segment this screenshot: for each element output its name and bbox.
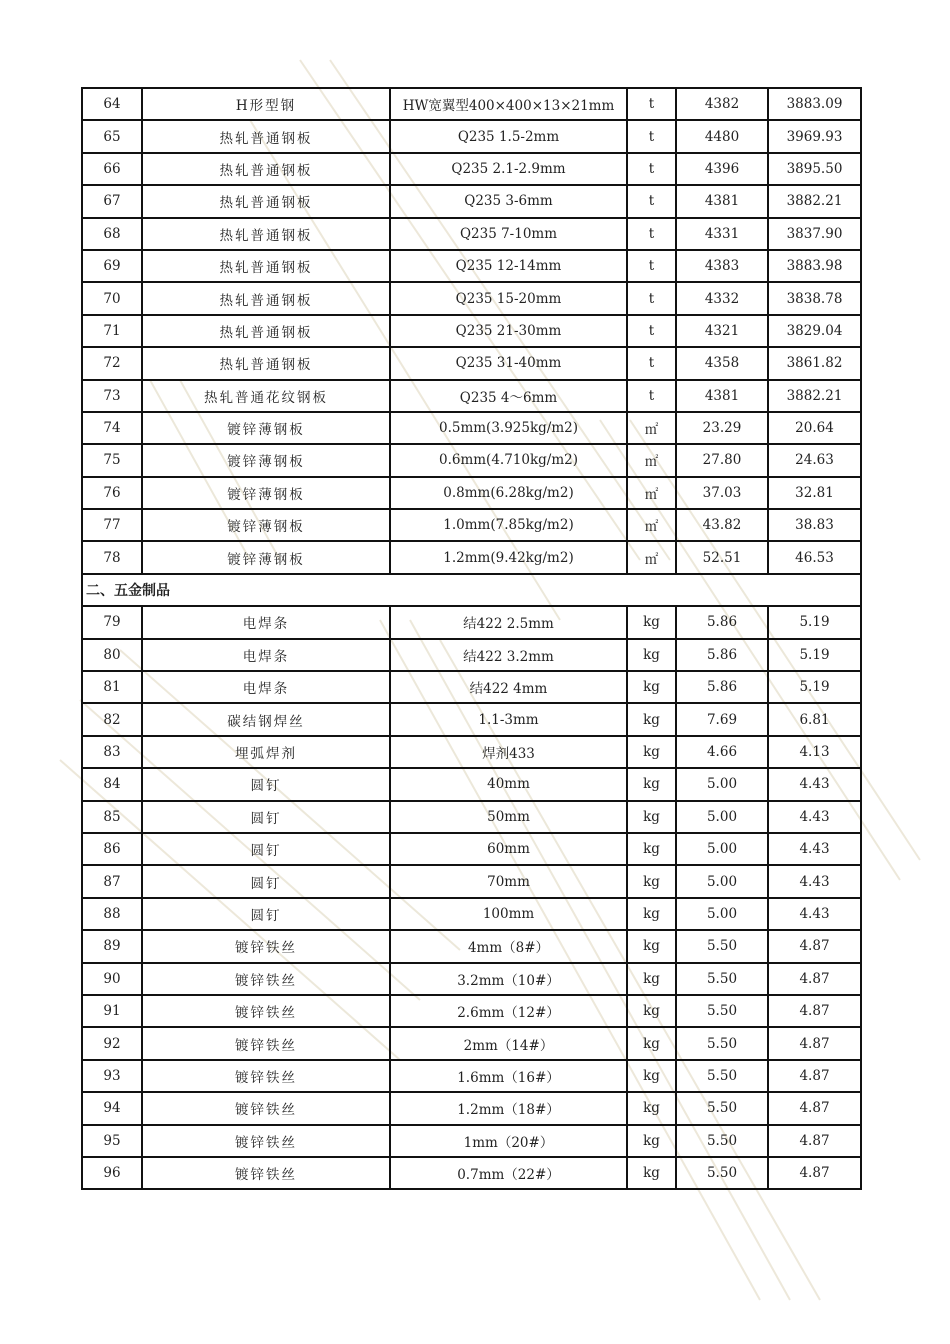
cell-unit: ㎡	[627, 477, 676, 509]
cell-unit: ㎡	[627, 412, 676, 444]
cell-spec: HW宽翼型400×400×13×21mm	[390, 88, 627, 120]
cell-price-without-tax: 38.83	[768, 509, 861, 541]
table-row	[82, 88, 861, 120]
cell-spec: 1mm（20#）	[390, 1125, 627, 1157]
cell-spec: 0.7mm（22#）	[390, 1157, 627, 1189]
cell-spec: Q235 4～6mm	[390, 380, 627, 412]
cell-price-without-tax: 3895.50	[768, 153, 861, 185]
cell-unit: kg	[627, 768, 676, 800]
cell-price-without-tax: 3837.90	[768, 218, 861, 250]
cell-name: 镀锌薄钢板	[142, 509, 390, 541]
cell-price-without-tax: 3882.21	[768, 380, 861, 412]
cell-name: 电焊条	[142, 639, 390, 671]
cell-spec: 100mm	[390, 898, 627, 930]
cell-unit: kg	[627, 671, 676, 703]
cell-no: 87	[82, 865, 142, 897]
cell-spec: 1.1-3mm	[390, 703, 627, 735]
cell-price-with-tax: 4382	[676, 88, 768, 120]
cell-unit: kg	[627, 930, 676, 962]
cell-unit: t	[627, 347, 676, 379]
cell-price-without-tax: 5.19	[768, 639, 861, 671]
cell-spec: Q235 1.5-2mm	[390, 120, 627, 152]
cell-unit: kg	[627, 1125, 676, 1157]
cell-spec: 1.2mm(9.42kg/m2)	[390, 541, 627, 573]
cell-name: 圆钉	[142, 898, 390, 930]
cell-no: 95	[82, 1125, 142, 1157]
cell-price-without-tax: 4.87	[768, 1092, 861, 1124]
cell-spec: Q235 2.1-2.9mm	[390, 153, 627, 185]
cell-price-with-tax: 4383	[676, 250, 768, 282]
cell-price-with-tax: 5.00	[676, 898, 768, 930]
cell-unit: t	[627, 120, 676, 152]
cell-no: 78	[82, 541, 142, 573]
table-row	[82, 963, 861, 995]
cell-no: 91	[82, 995, 142, 1027]
cell-unit: t	[627, 250, 676, 282]
cell-price-with-tax: 4381	[676, 380, 768, 412]
cell-name: 热轧普通钢板	[142, 282, 390, 314]
cell-spec: Q235 7-10mm	[390, 218, 627, 250]
section-header-row	[82, 574, 861, 606]
cell-no: 77	[82, 509, 142, 541]
cell-unit: ㎡	[627, 541, 676, 573]
cell-price-without-tax: 20.64	[768, 412, 861, 444]
cell-spec: 焊剂433	[390, 736, 627, 768]
cell-price-with-tax: 4480	[676, 120, 768, 152]
cell-no: 69	[82, 250, 142, 282]
cell-no: 66	[82, 153, 142, 185]
cell-price-with-tax: 5.86	[676, 639, 768, 671]
table-row	[82, 1060, 861, 1092]
cell-no: 64	[82, 88, 142, 120]
cell-spec: 0.6mm(4.710kg/m2)	[390, 444, 627, 476]
cell-unit: kg	[627, 1157, 676, 1189]
cell-unit: kg	[627, 865, 676, 897]
cell-unit: kg	[627, 639, 676, 671]
table-row	[82, 509, 861, 541]
cell-price-without-tax: 6.81	[768, 703, 861, 735]
table-body-section-2	[82, 606, 861, 1189]
cell-spec: 50mm	[390, 801, 627, 833]
cell-unit: kg	[627, 898, 676, 930]
cell-price-without-tax: 3883.98	[768, 250, 861, 282]
cell-name: 镀锌铁丝	[142, 1092, 390, 1124]
cell-no: 81	[82, 671, 142, 703]
cell-price-with-tax: 5.50	[676, 1125, 768, 1157]
cell-spec: 40mm	[390, 768, 627, 800]
cell-price-with-tax: 4396	[676, 153, 768, 185]
cell-name: 电焊条	[142, 606, 390, 638]
cell-spec: 1.2mm（18#）	[390, 1092, 627, 1124]
cell-unit: ㎡	[627, 509, 676, 541]
cell-price-without-tax: 4.43	[768, 833, 861, 865]
cell-price-with-tax: 4321	[676, 315, 768, 347]
table-row	[82, 768, 861, 800]
cell-price-with-tax: 23.29	[676, 412, 768, 444]
table-row	[82, 153, 861, 185]
cell-name: 圆钉	[142, 833, 390, 865]
cell-name: 镀锌铁丝	[142, 1157, 390, 1189]
cell-no: 85	[82, 801, 142, 833]
cell-unit: kg	[627, 995, 676, 1027]
table-row	[82, 1027, 861, 1059]
cell-name: 热轧普通钢板	[142, 185, 390, 217]
cell-unit: ㎡	[627, 444, 676, 476]
cell-no: 80	[82, 639, 142, 671]
cell-no: 79	[82, 606, 142, 638]
cell-price-without-tax: 24.63	[768, 444, 861, 476]
cell-spec: Q235 21-30mm	[390, 315, 627, 347]
cell-unit: kg	[627, 963, 676, 995]
cell-spec: 结422 3.2mm	[390, 639, 627, 671]
cell-price-without-tax: 4.87	[768, 963, 861, 995]
cell-price-with-tax: 5.50	[676, 1157, 768, 1189]
cell-no: 90	[82, 963, 142, 995]
cell-price-with-tax: 5.50	[676, 1060, 768, 1092]
cell-no: 88	[82, 898, 142, 930]
cell-no: 72	[82, 347, 142, 379]
section-title: 二、五金制品	[82, 574, 861, 606]
table-row	[82, 347, 861, 379]
cell-unit: kg	[627, 1027, 676, 1059]
cell-price-without-tax: 3969.93	[768, 120, 861, 152]
cell-unit: kg	[627, 736, 676, 768]
table-row	[82, 315, 861, 347]
cell-name: 镀锌铁丝	[142, 1027, 390, 1059]
cell-price-without-tax: 4.13	[768, 736, 861, 768]
cell-unit: t	[627, 315, 676, 347]
cell-price-with-tax: 4331	[676, 218, 768, 250]
cell-no: 74	[82, 412, 142, 444]
cell-price-without-tax: 46.53	[768, 541, 861, 573]
cell-unit: kg	[627, 1060, 676, 1092]
cell-price-with-tax: 4332	[676, 282, 768, 314]
cell-no: 89	[82, 930, 142, 962]
cell-price-with-tax: 5.00	[676, 768, 768, 800]
cell-name: 热轧普通钢板	[142, 218, 390, 250]
table-body-section-header	[82, 574, 861, 606]
table-row	[82, 995, 861, 1027]
table-row	[82, 250, 861, 282]
cell-name: 镀锌铁丝	[142, 963, 390, 995]
cell-no: 71	[82, 315, 142, 347]
table-row	[82, 218, 861, 250]
cell-no: 86	[82, 833, 142, 865]
cell-spec: 3.2mm（10#）	[390, 963, 627, 995]
cell-price-with-tax: 37.03	[676, 477, 768, 509]
cell-spec: Q235 3-6mm	[390, 185, 627, 217]
cell-price-with-tax: 52.51	[676, 541, 768, 573]
table-row	[82, 1157, 861, 1189]
cell-price-without-tax: 5.19	[768, 671, 861, 703]
cell-no: 92	[82, 1027, 142, 1059]
cell-name: 电焊条	[142, 671, 390, 703]
cell-price-without-tax: 4.43	[768, 801, 861, 833]
cell-unit: kg	[627, 606, 676, 638]
cell-price-with-tax: 43.82	[676, 509, 768, 541]
table-row	[82, 380, 861, 412]
cell-name: 镀锌铁丝	[142, 1125, 390, 1157]
cell-name: 镀锌薄钢板	[142, 412, 390, 444]
table-row	[82, 606, 861, 638]
table-row	[82, 671, 861, 703]
cell-price-without-tax: 4.43	[768, 865, 861, 897]
cell-spec: 结422 2.5mm	[390, 606, 627, 638]
table-row	[82, 930, 861, 962]
cell-no: 75	[82, 444, 142, 476]
cell-spec: 结422 4mm	[390, 671, 627, 703]
cell-price-without-tax: 3838.78	[768, 282, 861, 314]
cell-price-without-tax: 3861.82	[768, 347, 861, 379]
cell-no: 94	[82, 1092, 142, 1124]
cell-price-without-tax: 4.43	[768, 768, 861, 800]
cell-no: 82	[82, 703, 142, 735]
cell-price-without-tax: 4.87	[768, 1125, 861, 1157]
cell-price-with-tax: 5.86	[676, 606, 768, 638]
cell-no: 73	[82, 380, 142, 412]
cell-name: 热轧普通钢板	[142, 315, 390, 347]
cell-no: 84	[82, 768, 142, 800]
cell-price-with-tax: 27.80	[676, 444, 768, 476]
cell-unit: t	[627, 88, 676, 120]
cell-name: 碳结钢焊丝	[142, 703, 390, 735]
cell-no: 67	[82, 185, 142, 217]
cell-unit: kg	[627, 833, 676, 865]
cell-price-with-tax: 5.00	[676, 833, 768, 865]
table-row	[82, 477, 861, 509]
cell-name: 圆钉	[142, 768, 390, 800]
cell-price-with-tax: 7.69	[676, 703, 768, 735]
cell-price-without-tax: 5.19	[768, 606, 861, 638]
cell-unit: kg	[627, 1092, 676, 1124]
cell-price-without-tax: 4.87	[768, 930, 861, 962]
cell-unit: kg	[627, 703, 676, 735]
cell-no: 96	[82, 1157, 142, 1189]
table-row	[82, 541, 861, 573]
cell-no: 70	[82, 282, 142, 314]
cell-price-with-tax: 4381	[676, 185, 768, 217]
cell-name: 镀锌铁丝	[142, 995, 390, 1027]
table-row	[82, 120, 861, 152]
table-body-section-1	[82, 88, 861, 574]
cell-name: 镀锌铁丝	[142, 930, 390, 962]
cell-spec: 70mm	[390, 865, 627, 897]
cell-name: 圆钉	[142, 865, 390, 897]
cell-price-with-tax: 4358	[676, 347, 768, 379]
cell-no: 76	[82, 477, 142, 509]
cell-price-with-tax: 4.66	[676, 736, 768, 768]
table-row	[82, 282, 861, 314]
cell-price-with-tax: 5.50	[676, 963, 768, 995]
cell-spec: 1.0mm(7.85kg/m2)	[390, 509, 627, 541]
table-row	[82, 639, 861, 671]
cell-price-without-tax: 4.43	[768, 898, 861, 930]
cell-name: 镀锌铁丝	[142, 1060, 390, 1092]
cell-no: 83	[82, 736, 142, 768]
cell-price-with-tax: 5.86	[676, 671, 768, 703]
cell-name: H形型钢	[142, 88, 390, 120]
cell-price-with-tax: 5.50	[676, 1027, 768, 1059]
cell-price-without-tax: 4.87	[768, 1157, 861, 1189]
table-row	[82, 833, 861, 865]
table-row	[82, 1125, 861, 1157]
cell-price-without-tax: 3882.21	[768, 185, 861, 217]
cell-name: 热轧普通钢板	[142, 250, 390, 282]
cell-name: 热轧普通花纹钢板	[142, 380, 390, 412]
cell-unit: t	[627, 282, 676, 314]
cell-price-without-tax: 32.81	[768, 477, 861, 509]
cell-price-without-tax: 3883.09	[768, 88, 861, 120]
cell-no: 93	[82, 1060, 142, 1092]
table-row	[82, 898, 861, 930]
table-row	[82, 412, 861, 444]
cell-spec: 1.6mm（16#）	[390, 1060, 627, 1092]
cell-unit: kg	[627, 801, 676, 833]
cell-price-with-tax: 5.50	[676, 930, 768, 962]
cell-spec: 0.8mm(6.28kg/m2)	[390, 477, 627, 509]
cell-unit: t	[627, 380, 676, 412]
cell-price-without-tax: 3829.04	[768, 315, 861, 347]
table-row	[82, 703, 861, 735]
cell-name: 镀锌薄钢板	[142, 477, 390, 509]
price-table	[81, 87, 862, 1190]
cell-price-with-tax: 5.50	[676, 995, 768, 1027]
cell-unit: t	[627, 153, 676, 185]
cell-spec: Q235 12-14mm	[390, 250, 627, 282]
cell-no: 65	[82, 120, 142, 152]
cell-unit: t	[627, 218, 676, 250]
cell-price-without-tax: 4.87	[768, 995, 861, 1027]
cell-no: 68	[82, 218, 142, 250]
cell-unit: t	[627, 185, 676, 217]
cell-price-without-tax: 4.87	[768, 1027, 861, 1059]
cell-name: 圆钉	[142, 801, 390, 833]
cell-spec: Q235 15-20mm	[390, 282, 627, 314]
table-row	[82, 736, 861, 768]
table-row	[82, 185, 861, 217]
cell-name: 埋弧焊剂	[142, 736, 390, 768]
cell-spec: 2mm（14#）	[390, 1027, 627, 1059]
cell-name: 热轧普通钢板	[142, 153, 390, 185]
cell-spec: 4mm（8#）	[390, 930, 627, 962]
cell-name: 镀锌薄钢板	[142, 541, 390, 573]
table-row	[82, 444, 861, 476]
table-row	[82, 1092, 861, 1124]
cell-price-without-tax: 4.87	[768, 1060, 861, 1092]
cell-name: 镀锌薄钢板	[142, 444, 390, 476]
cell-name: 热轧普通钢板	[142, 347, 390, 379]
cell-spec: Q235 31-40mm	[390, 347, 627, 379]
cell-price-with-tax: 5.50	[676, 1092, 768, 1124]
cell-spec: 0.5mm(3.925kg/m2)	[390, 412, 627, 444]
table-row	[82, 865, 861, 897]
cell-spec: 2.6mm（12#）	[390, 995, 627, 1027]
cell-price-with-tax: 5.00	[676, 865, 768, 897]
table-row	[82, 801, 861, 833]
cell-spec: 60mm	[390, 833, 627, 865]
cell-name: 热轧普通钢板	[142, 120, 390, 152]
cell-price-with-tax: 5.00	[676, 801, 768, 833]
